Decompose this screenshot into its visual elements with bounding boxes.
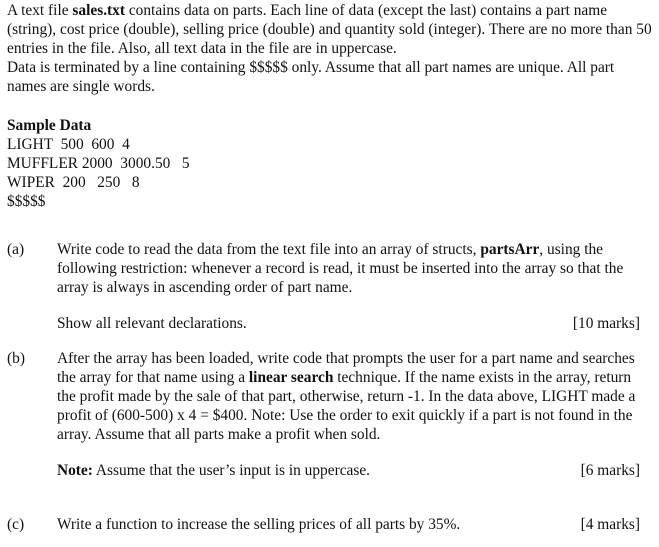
- question-b-note: [57, 462, 370, 479]
- struct-array-name: partsArr: [480, 241, 540, 258]
- question-c-label: (c): [7, 516, 25, 533]
- question-c-marks: [4 marks]: [580, 516, 640, 533]
- question-a-marks: [10 marks]: [572, 315, 640, 332]
- note-text: Assume that the user’s input is in uppercase.: [92, 462, 371, 479]
- question-b: [7, 349, 647, 444]
- question-b-body: [57, 349, 647, 444]
- question-b-footer-row: [57, 461, 647, 480]
- question-a-label: (a): [7, 241, 25, 258]
- question-a: [7, 240, 647, 297]
- file-name: sales.txt: [72, 2, 125, 19]
- question-b-text: [57, 349, 647, 444]
- question-b-marks: [6 marks]: [580, 462, 640, 479]
- terminator-paragraph: Data is terminated by a line containing $$$$$ only. Assume that all part names are unique. All part names are single words.: [7, 59, 615, 95]
- search-technique: linear search: [248, 369, 334, 386]
- intro-text-end: contains data on parts. Each line of data (except the last) contains a part name (string), cost price (double), selling price (double) and quantity sold (integer). There are no more than 50 entries in the file. Also, all text data in the file are in uppercase.: [7, 2, 652, 57]
- sample-data-block: [7, 116, 190, 211]
- intro-section: [7, 1, 652, 96]
- question-c-row: [57, 515, 647, 534]
- question-b-text-start: After the array has been loaded, write code that prompts the user for a part name and searches the array for that name using a: [57, 350, 635, 386]
- question-a-footer-row: [57, 314, 647, 333]
- question-a-text: [57, 240, 647, 297]
- sample-line: LIGHT 500 600 4: [7, 136, 130, 153]
- question-b-footer: [7, 461, 647, 480]
- question-b-label: (b): [7, 350, 25, 367]
- question-b-text-end: technique. If the name exists in the array, return the profit made by the sale of that part, otherwise, return -1. In the data above, LIGHT made a profit of (600-500) x 4 = $400. Note: Use the order to exit quickly if a part is not found in the array. Assume that all parts make a profit when sold.: [57, 369, 636, 443]
- question-a-body: [57, 240, 647, 297]
- intro-text-start: A text file: [7, 2, 73, 19]
- question-c-text: Write a function to increase the selling prices of all parts by 35%.: [57, 516, 461, 533]
- question-a-subtext: Show all relevant declarations.: [57, 315, 247, 332]
- question-a-footer: [7, 314, 647, 333]
- sample-data-heading: Sample Data: [7, 117, 92, 134]
- sample-line: $$$$$: [7, 193, 46, 210]
- note-label: Note:: [57, 462, 93, 479]
- intro-paragraph: [7, 1, 652, 58]
- question-a-text-end: , using the following restriction: whenever a record is read, it must be inserted into the array so that the array is always in ascending order of part name.: [57, 241, 624, 296]
- sample-line: WIPER 200 250 8: [7, 174, 140, 191]
- question-a-text-start: Write code to read the data from the text file into an array of structs,: [57, 241, 481, 258]
- sample-line: MUFFLER 2000 3000.50 5: [7, 155, 190, 172]
- question-c: [7, 515, 647, 534]
